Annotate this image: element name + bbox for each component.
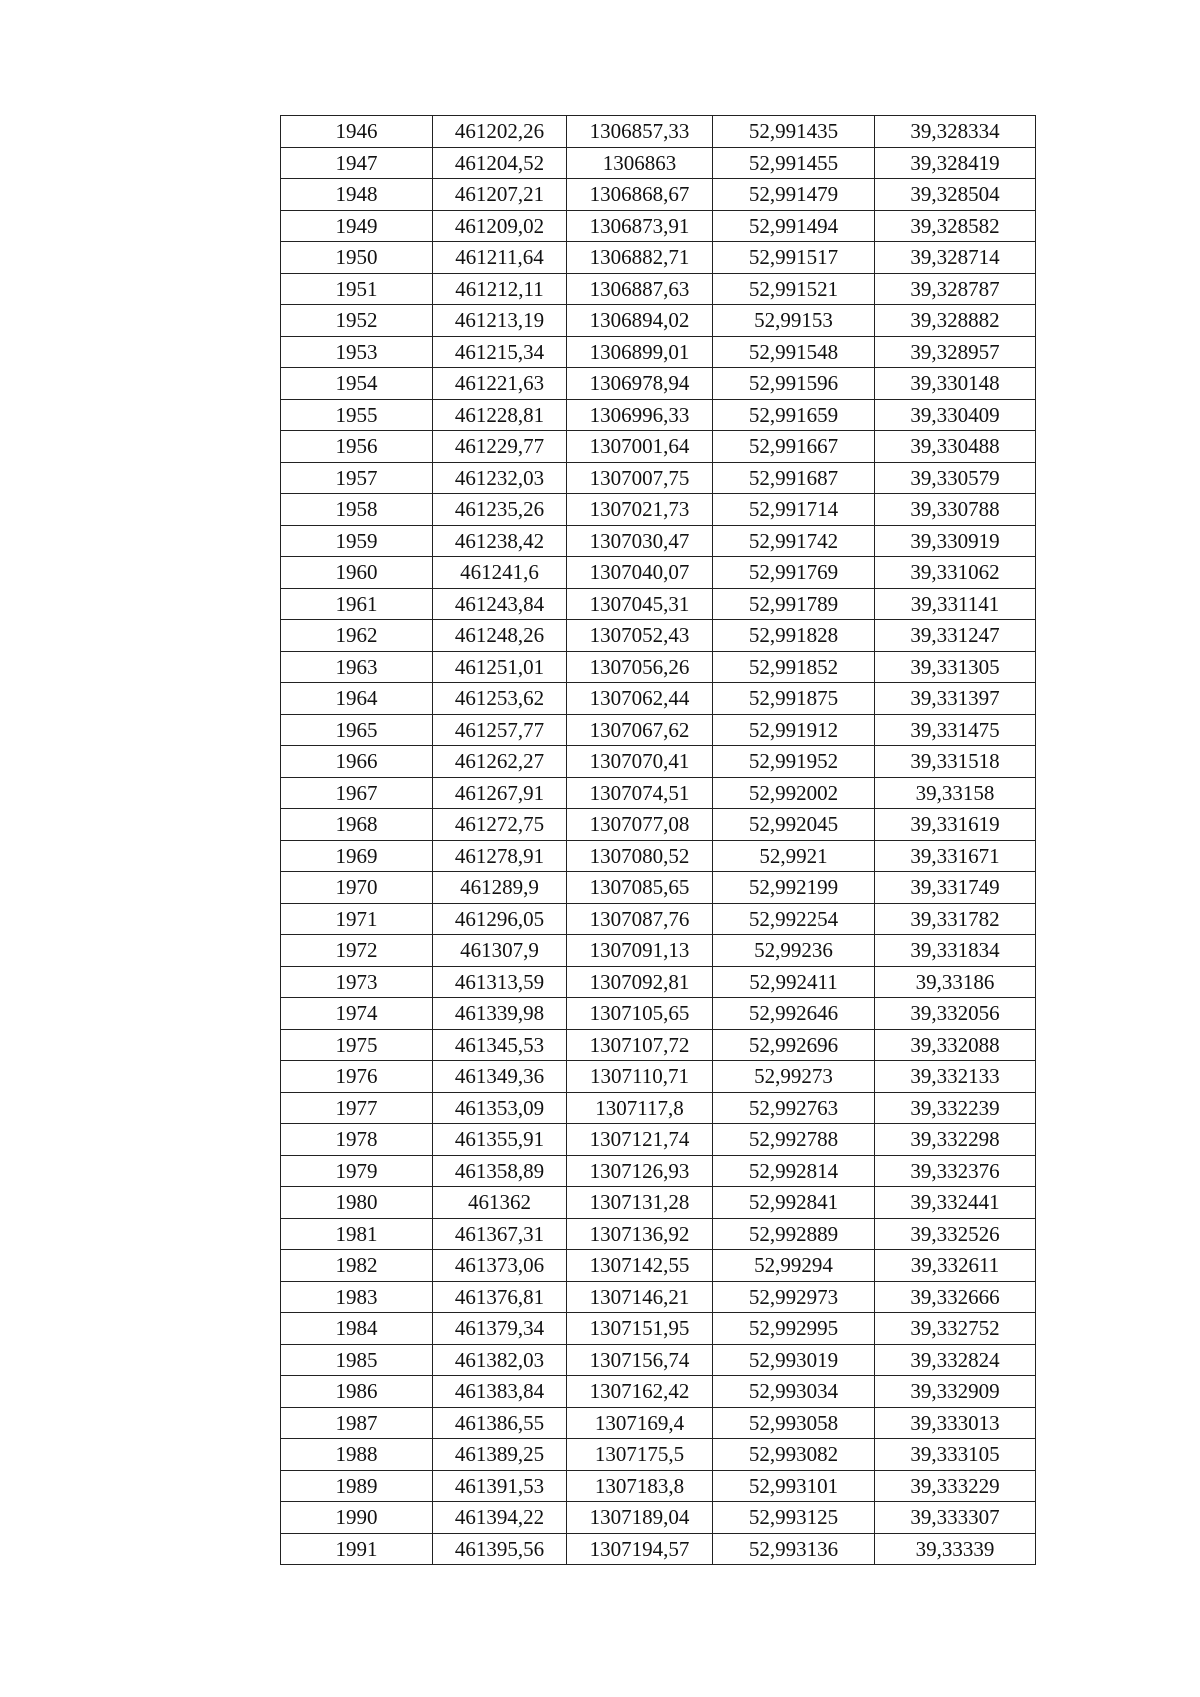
point-number-cell: 1948 <box>281 179 433 211</box>
point-number-cell: 1981 <box>281 1218 433 1250</box>
point-number-cell: 1956 <box>281 431 433 463</box>
y-coordinate-cell: 1307117,8 <box>567 1092 713 1124</box>
x-coordinate-cell: 461267,91 <box>433 777 567 809</box>
latitude-cell: 52,993101 <box>713 1470 875 1502</box>
point-number-cell: 1973 <box>281 966 433 998</box>
point-number-cell: 1961 <box>281 588 433 620</box>
table-row <box>281 1124 1036 1156</box>
y-coordinate-cell: 1306899,01 <box>567 336 713 368</box>
longitude-cell: 39,332666 <box>875 1281 1036 1313</box>
table-row <box>281 840 1036 872</box>
y-coordinate-cell: 1306894,02 <box>567 305 713 337</box>
x-coordinate-cell: 461362 <box>433 1187 567 1219</box>
latitude-cell: 52,991596 <box>713 368 875 400</box>
point-number-cell: 1949 <box>281 210 433 242</box>
latitude-cell: 52,991517 <box>713 242 875 274</box>
x-coordinate-cell: 461272,75 <box>433 809 567 841</box>
x-coordinate-cell: 461313,59 <box>433 966 567 998</box>
table-row <box>281 305 1036 337</box>
point-number-cell: 1951 <box>281 273 433 305</box>
y-coordinate-cell: 1307131,28 <box>567 1187 713 1219</box>
x-coordinate-cell: 461382,03 <box>433 1344 567 1376</box>
point-number-cell: 1957 <box>281 462 433 494</box>
longitude-cell: 39,328882 <box>875 305 1036 337</box>
latitude-cell: 52,992045 <box>713 809 875 841</box>
point-number-cell: 1987 <box>281 1407 433 1439</box>
y-coordinate-cell: 1307189,04 <box>567 1502 713 1534</box>
longitude-cell: 39,33339 <box>875 1533 1036 1565</box>
latitude-cell: 52,993125 <box>713 1502 875 1534</box>
longitude-cell: 39,332441 <box>875 1187 1036 1219</box>
x-coordinate-cell: 461248,26 <box>433 620 567 652</box>
table-body <box>281 116 1036 1565</box>
point-number-cell: 1959 <box>281 525 433 557</box>
latitude-cell: 52,99236 <box>713 935 875 967</box>
latitude-cell: 52,993058 <box>713 1407 875 1439</box>
point-number-cell: 1963 <box>281 651 433 683</box>
y-coordinate-cell: 1306868,67 <box>567 179 713 211</box>
latitude-cell: 52,992254 <box>713 903 875 935</box>
longitude-cell: 39,333105 <box>875 1439 1036 1471</box>
longitude-cell: 39,331141 <box>875 588 1036 620</box>
y-coordinate-cell: 1307007,75 <box>567 462 713 494</box>
point-number-cell: 1989 <box>281 1470 433 1502</box>
longitude-cell: 39,328714 <box>875 242 1036 274</box>
latitude-cell: 52,993019 <box>713 1344 875 1376</box>
table-row <box>281 1470 1036 1502</box>
longitude-cell: 39,333229 <box>875 1470 1036 1502</box>
latitude-cell: 52,992199 <box>713 872 875 904</box>
y-coordinate-cell: 1307087,76 <box>567 903 713 935</box>
y-coordinate-cell: 1307175,5 <box>567 1439 713 1471</box>
point-number-cell: 1958 <box>281 494 433 526</box>
x-coordinate-cell: 461232,03 <box>433 462 567 494</box>
x-coordinate-cell: 461215,34 <box>433 336 567 368</box>
x-coordinate-cell: 461278,91 <box>433 840 567 872</box>
latitude-cell: 52,992814 <box>713 1155 875 1187</box>
y-coordinate-cell: 1307126,93 <box>567 1155 713 1187</box>
y-coordinate-cell: 1307092,81 <box>567 966 713 998</box>
latitude-cell: 52,992841 <box>713 1187 875 1219</box>
table-row <box>281 431 1036 463</box>
latitude-cell: 52,991479 <box>713 179 875 211</box>
table-row <box>281 147 1036 179</box>
longitude-cell: 39,331834 <box>875 935 1036 967</box>
point-number-cell: 1985 <box>281 1344 433 1376</box>
x-coordinate-cell: 461213,19 <box>433 305 567 337</box>
x-coordinate-cell: 461395,56 <box>433 1533 567 1565</box>
point-number-cell: 1975 <box>281 1029 433 1061</box>
longitude-cell: 39,331782 <box>875 903 1036 935</box>
x-coordinate-cell: 461253,62 <box>433 683 567 715</box>
latitude-cell: 52,992411 <box>713 966 875 998</box>
y-coordinate-cell: 1307136,92 <box>567 1218 713 1250</box>
latitude-cell: 52,992696 <box>713 1029 875 1061</box>
point-number-cell: 1986 <box>281 1376 433 1408</box>
y-coordinate-cell: 1306996,33 <box>567 399 713 431</box>
point-number-cell: 1965 <box>281 714 433 746</box>
table-row <box>281 1344 1036 1376</box>
table-row <box>281 399 1036 431</box>
x-coordinate-cell: 461257,77 <box>433 714 567 746</box>
longitude-cell: 39,331518 <box>875 746 1036 778</box>
x-coordinate-cell: 461243,84 <box>433 588 567 620</box>
x-coordinate-cell: 461251,01 <box>433 651 567 683</box>
latitude-cell: 52,991659 <box>713 399 875 431</box>
longitude-cell: 39,330579 <box>875 462 1036 494</box>
longitude-cell: 39,332298 <box>875 1124 1036 1156</box>
longitude-cell: 39,331475 <box>875 714 1036 746</box>
longitude-cell: 39,330409 <box>875 399 1036 431</box>
longitude-cell: 39,333307 <box>875 1502 1036 1534</box>
table-row <box>281 683 1036 715</box>
y-coordinate-cell: 1307080,52 <box>567 840 713 872</box>
table-row <box>281 809 1036 841</box>
point-number-cell: 1990 <box>281 1502 433 1534</box>
latitude-cell: 52,99294 <box>713 1250 875 1282</box>
latitude-cell: 52,993034 <box>713 1376 875 1408</box>
latitude-cell: 52,991828 <box>713 620 875 652</box>
table-row <box>281 494 1036 526</box>
x-coordinate-cell: 461296,05 <box>433 903 567 935</box>
point-number-cell: 1953 <box>281 336 433 368</box>
point-number-cell: 1991 <box>281 1533 433 1565</box>
table-row <box>281 116 1036 148</box>
y-coordinate-cell: 1307040,07 <box>567 557 713 589</box>
y-coordinate-cell: 1307021,73 <box>567 494 713 526</box>
y-coordinate-cell: 1307183,8 <box>567 1470 713 1502</box>
y-coordinate-cell: 1307045,31 <box>567 588 713 620</box>
longitude-cell: 39,330148 <box>875 368 1036 400</box>
latitude-cell: 52,992889 <box>713 1218 875 1250</box>
table-row <box>281 1281 1036 1313</box>
longitude-cell: 39,328419 <box>875 147 1036 179</box>
point-number-cell: 1967 <box>281 777 433 809</box>
longitude-cell: 39,328504 <box>875 179 1036 211</box>
y-coordinate-cell: 1306873,91 <box>567 210 713 242</box>
x-coordinate-cell: 461339,98 <box>433 998 567 1030</box>
y-coordinate-cell: 1307056,26 <box>567 651 713 683</box>
x-coordinate-cell: 461262,27 <box>433 746 567 778</box>
x-coordinate-cell: 461353,09 <box>433 1092 567 1124</box>
latitude-cell: 52,991548 <box>713 336 875 368</box>
y-coordinate-cell: 1307052,43 <box>567 620 713 652</box>
longitude-cell: 39,332056 <box>875 998 1036 1030</box>
y-coordinate-cell: 1306978,94 <box>567 368 713 400</box>
x-coordinate-cell: 461207,21 <box>433 179 567 211</box>
x-coordinate-cell: 461376,81 <box>433 1281 567 1313</box>
y-coordinate-cell: 1307091,13 <box>567 935 713 967</box>
y-coordinate-cell: 1307151,95 <box>567 1313 713 1345</box>
point-number-cell: 1964 <box>281 683 433 715</box>
point-number-cell: 1952 <box>281 305 433 337</box>
table-row <box>281 872 1036 904</box>
x-coordinate-cell: 461379,34 <box>433 1313 567 1345</box>
table-row <box>281 557 1036 589</box>
x-coordinate-cell: 461212,11 <box>433 273 567 305</box>
point-number-cell: 1954 <box>281 368 433 400</box>
longitude-cell: 39,332611 <box>875 1250 1036 1282</box>
latitude-cell: 52,992788 <box>713 1124 875 1156</box>
longitude-cell: 39,328787 <box>875 273 1036 305</box>
point-number-cell: 1962 <box>281 620 433 652</box>
table-row <box>281 1313 1036 1345</box>
y-coordinate-cell: 1306882,71 <box>567 242 713 274</box>
longitude-cell: 39,331619 <box>875 809 1036 841</box>
point-number-cell: 1970 <box>281 872 433 904</box>
table-row <box>281 1407 1036 1439</box>
y-coordinate-cell: 1307062,44 <box>567 683 713 715</box>
y-coordinate-cell: 1306857,33 <box>567 116 713 148</box>
latitude-cell: 52,991789 <box>713 588 875 620</box>
latitude-cell: 52,991667 <box>713 431 875 463</box>
longitude-cell: 39,330788 <box>875 494 1036 526</box>
latitude-cell: 52,991852 <box>713 651 875 683</box>
table-row <box>281 966 1036 998</box>
y-coordinate-cell: 1307194,57 <box>567 1533 713 1565</box>
point-number-cell: 1946 <box>281 116 433 148</box>
point-number-cell: 1983 <box>281 1281 433 1313</box>
latitude-cell: 52,991952 <box>713 746 875 778</box>
y-coordinate-cell: 1307070,41 <box>567 746 713 778</box>
latitude-cell: 52,9921 <box>713 840 875 872</box>
point-number-cell: 1969 <box>281 840 433 872</box>
y-coordinate-cell: 1307085,65 <box>567 872 713 904</box>
latitude-cell: 52,99273 <box>713 1061 875 1093</box>
latitude-cell: 52,992002 <box>713 777 875 809</box>
x-coordinate-cell: 461238,42 <box>433 525 567 557</box>
coordinates-table <box>280 115 1036 1565</box>
latitude-cell: 52,993082 <box>713 1439 875 1471</box>
x-coordinate-cell: 461386,55 <box>433 1407 567 1439</box>
y-coordinate-cell: 1307156,74 <box>567 1344 713 1376</box>
latitude-cell: 52,99153 <box>713 305 875 337</box>
table-row <box>281 1218 1036 1250</box>
x-coordinate-cell: 461358,89 <box>433 1155 567 1187</box>
x-coordinate-cell: 461241,6 <box>433 557 567 589</box>
point-number-cell: 1979 <box>281 1155 433 1187</box>
longitude-cell: 39,328582 <box>875 210 1036 242</box>
y-coordinate-cell: 1307105,65 <box>567 998 713 1030</box>
longitude-cell: 39,328334 <box>875 116 1036 148</box>
x-coordinate-cell: 461202,26 <box>433 116 567 148</box>
latitude-cell: 52,992973 <box>713 1281 875 1313</box>
point-number-cell: 1988 <box>281 1439 433 1471</box>
x-coordinate-cell: 461204,52 <box>433 147 567 179</box>
x-coordinate-cell: 461221,63 <box>433 368 567 400</box>
table-row <box>281 714 1036 746</box>
x-coordinate-cell: 461345,53 <box>433 1029 567 1061</box>
table-row <box>281 368 1036 400</box>
table-row <box>281 998 1036 1030</box>
table-row <box>281 588 1036 620</box>
latitude-cell: 52,991687 <box>713 462 875 494</box>
table-row <box>281 462 1036 494</box>
x-coordinate-cell: 461383,84 <box>433 1376 567 1408</box>
table-row <box>281 273 1036 305</box>
latitude-cell: 52,992646 <box>713 998 875 1030</box>
table-row <box>281 210 1036 242</box>
x-coordinate-cell: 461211,64 <box>433 242 567 274</box>
y-coordinate-cell: 1307107,72 <box>567 1029 713 1061</box>
table-row <box>281 1029 1036 1061</box>
table-row <box>281 1376 1036 1408</box>
point-number-cell: 1968 <box>281 809 433 841</box>
x-coordinate-cell: 461307,9 <box>433 935 567 967</box>
table-row <box>281 242 1036 274</box>
longitude-cell: 39,332824 <box>875 1344 1036 1376</box>
table-row <box>281 935 1036 967</box>
point-number-cell: 1980 <box>281 1187 433 1219</box>
y-coordinate-cell: 1307121,74 <box>567 1124 713 1156</box>
latitude-cell: 52,991875 <box>713 683 875 715</box>
y-coordinate-cell: 1307169,4 <box>567 1407 713 1439</box>
longitude-cell: 39,333013 <box>875 1407 1036 1439</box>
latitude-cell: 52,991435 <box>713 116 875 148</box>
latitude-cell: 52,991912 <box>713 714 875 746</box>
x-coordinate-cell: 461389,25 <box>433 1439 567 1471</box>
y-coordinate-cell: 1307142,55 <box>567 1250 713 1282</box>
latitude-cell: 52,992763 <box>713 1092 875 1124</box>
x-coordinate-cell: 461228,81 <box>433 399 567 431</box>
longitude-cell: 39,332526 <box>875 1218 1036 1250</box>
longitude-cell: 39,330919 <box>875 525 1036 557</box>
longitude-cell: 39,331671 <box>875 840 1036 872</box>
y-coordinate-cell: 1307067,62 <box>567 714 713 746</box>
table-row <box>281 1187 1036 1219</box>
table-row <box>281 620 1036 652</box>
longitude-cell: 39,332376 <box>875 1155 1036 1187</box>
longitude-cell: 39,328957 <box>875 336 1036 368</box>
x-coordinate-cell: 461394,22 <box>433 1502 567 1534</box>
x-coordinate-cell: 461391,53 <box>433 1470 567 1502</box>
point-number-cell: 1984 <box>281 1313 433 1345</box>
table-row <box>281 1092 1036 1124</box>
point-number-cell: 1972 <box>281 935 433 967</box>
y-coordinate-cell: 1307030,47 <box>567 525 713 557</box>
y-coordinate-cell: 1307162,42 <box>567 1376 713 1408</box>
point-number-cell: 1977 <box>281 1092 433 1124</box>
latitude-cell: 52,992995 <box>713 1313 875 1345</box>
table-row <box>281 1155 1036 1187</box>
table-row <box>281 1439 1036 1471</box>
table-row <box>281 525 1036 557</box>
x-coordinate-cell: 461367,31 <box>433 1218 567 1250</box>
point-number-cell: 1966 <box>281 746 433 778</box>
y-coordinate-cell: 1306887,63 <box>567 273 713 305</box>
point-number-cell: 1955 <box>281 399 433 431</box>
y-coordinate-cell: 1307074,51 <box>567 777 713 809</box>
point-number-cell: 1950 <box>281 242 433 274</box>
x-coordinate-cell: 461355,91 <box>433 1124 567 1156</box>
table-row <box>281 1533 1036 1565</box>
point-number-cell: 1978 <box>281 1124 433 1156</box>
longitude-cell: 39,331247 <box>875 620 1036 652</box>
table-row <box>281 336 1036 368</box>
longitude-cell: 39,331062 <box>875 557 1036 589</box>
longitude-cell: 39,33186 <box>875 966 1036 998</box>
y-coordinate-cell: 1307077,08 <box>567 809 713 841</box>
y-coordinate-cell: 1307001,64 <box>567 431 713 463</box>
x-coordinate-cell: 461373,06 <box>433 1250 567 1282</box>
table-row <box>281 1250 1036 1282</box>
latitude-cell: 52,991714 <box>713 494 875 526</box>
point-number-cell: 1971 <box>281 903 433 935</box>
longitude-cell: 39,332088 <box>875 1029 1036 1061</box>
x-coordinate-cell: 461209,02 <box>433 210 567 242</box>
y-coordinate-cell: 1306863 <box>567 147 713 179</box>
latitude-cell: 52,991455 <box>713 147 875 179</box>
table-row <box>281 651 1036 683</box>
table-row <box>281 903 1036 935</box>
latitude-cell: 52,991769 <box>713 557 875 589</box>
latitude-cell: 52,991521 <box>713 273 875 305</box>
latitude-cell: 52,991742 <box>713 525 875 557</box>
longitude-cell: 39,331305 <box>875 651 1036 683</box>
longitude-cell: 39,331397 <box>875 683 1036 715</box>
latitude-cell: 52,993136 <box>713 1533 875 1565</box>
latitude-cell: 52,991494 <box>713 210 875 242</box>
x-coordinate-cell: 461235,26 <box>433 494 567 526</box>
point-number-cell: 1982 <box>281 1250 433 1282</box>
x-coordinate-cell: 461229,77 <box>433 431 567 463</box>
y-coordinate-cell: 1307146,21 <box>567 1281 713 1313</box>
longitude-cell: 39,330488 <box>875 431 1036 463</box>
table-row <box>281 777 1036 809</box>
table-row <box>281 1502 1036 1534</box>
longitude-cell: 39,331749 <box>875 872 1036 904</box>
point-number-cell: 1976 <box>281 1061 433 1093</box>
longitude-cell: 39,332752 <box>875 1313 1036 1345</box>
table-row <box>281 179 1036 211</box>
longitude-cell: 39,332239 <box>875 1092 1036 1124</box>
table-row <box>281 1061 1036 1093</box>
x-coordinate-cell: 461349,36 <box>433 1061 567 1093</box>
point-number-cell: 1974 <box>281 998 433 1030</box>
longitude-cell: 39,332909 <box>875 1376 1036 1408</box>
table-row <box>281 746 1036 778</box>
x-coordinate-cell: 461289,9 <box>433 872 567 904</box>
longitude-cell: 39,332133 <box>875 1061 1036 1093</box>
y-coordinate-cell: 1307110,71 <box>567 1061 713 1093</box>
longitude-cell: 39,33158 <box>875 777 1036 809</box>
point-number-cell: 1960 <box>281 557 433 589</box>
point-number-cell: 1947 <box>281 147 433 179</box>
